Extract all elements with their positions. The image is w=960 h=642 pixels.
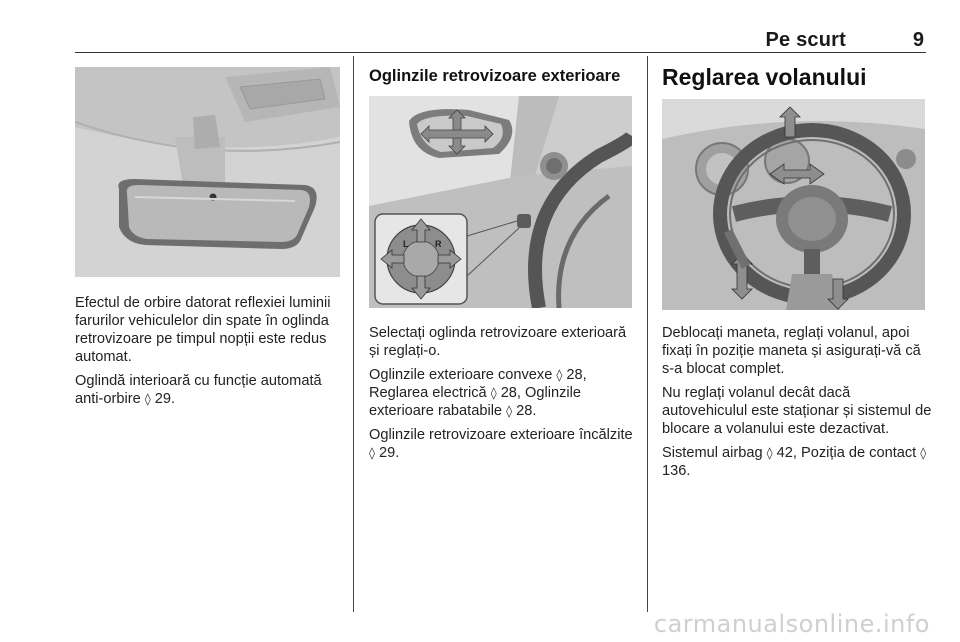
column-2-text xyxy=(369,324,639,468)
cross-reference-icon: ◊ xyxy=(920,446,927,460)
page-reference-link[interactable]: 28. xyxy=(516,403,537,419)
cross-reference-icon: ◊ xyxy=(556,368,563,382)
paragraph xyxy=(662,444,934,480)
paragraph-text: Oglindă interioară cu funcție automată anti-orbire xyxy=(75,373,322,407)
paragraph: Deblocați maneta, reglați volanul, apoi fixați în poziție maneta și asigurați-vă că s-a blocat complet. xyxy=(662,325,921,377)
paragraph xyxy=(369,366,639,420)
steering-wheel-adjustment-illustration xyxy=(662,99,925,310)
interior-mirror-illustration xyxy=(75,67,340,277)
column-divider xyxy=(353,56,354,612)
figure-label-right: R xyxy=(435,239,442,249)
link-text: Oglinzile exterioare convexe xyxy=(369,367,553,383)
link-text: Reglarea electrică xyxy=(369,385,487,401)
page-reference-link[interactable]: 42, xyxy=(776,445,797,461)
link-text: Oglinzile retrovizoare exterioare încălzite xyxy=(369,427,633,443)
page-reference-link[interactable]: 29. xyxy=(154,391,176,407)
link-text: Sistemul airbag xyxy=(662,445,763,461)
paragraph xyxy=(369,426,639,462)
page-reference-link[interactable]: 29. xyxy=(379,445,400,461)
paragraph: Efectul de orbire datorat reflexiei luminii farurilor vehiculelor din spate în oglinda retrovizoare pe timpul nopții este redus automat. xyxy=(75,295,331,365)
section-heading: Oglinzile retrovizoare exterioare xyxy=(369,67,621,85)
watermark: carmanualsonline.info xyxy=(653,610,930,638)
column-1-text xyxy=(75,294,341,414)
link-text: Oglinzile exterioare rabatabile xyxy=(369,385,582,419)
paragraph: Nu reglați volanul decât dacă autovehiculul este staționar și sistemul de blocare a volanului este dezactivat. xyxy=(662,385,932,437)
figure-label-left: L xyxy=(403,239,409,249)
page-reference-link[interactable]: 136. xyxy=(662,463,691,479)
column-divider xyxy=(647,56,648,612)
section-heading: Reglarea volanului xyxy=(662,64,867,90)
paragraph xyxy=(75,372,341,408)
cross-reference-icon: ◊ xyxy=(369,446,375,460)
page-header xyxy=(75,28,926,53)
cross-reference-icon: ◊ xyxy=(490,386,497,400)
page-reference-link[interactable]: 28, xyxy=(500,385,521,401)
exterior-mirror-control-illustration xyxy=(369,96,632,308)
cross-reference-icon: ◊ xyxy=(766,446,773,460)
cross-reference-icon: ◊ xyxy=(144,392,151,406)
link-text: Poziția de contact xyxy=(801,445,917,461)
page-number: 9 xyxy=(912,29,924,51)
paragraph: Selectați oglinda retrovizoare exterioară și reglați-o. xyxy=(369,325,627,359)
cross-reference-icon: ◊ xyxy=(506,404,513,418)
page-reference-link[interactable]: 28, xyxy=(566,367,587,383)
column-3-text xyxy=(662,324,934,486)
section-title: Pe scurt xyxy=(765,29,846,51)
